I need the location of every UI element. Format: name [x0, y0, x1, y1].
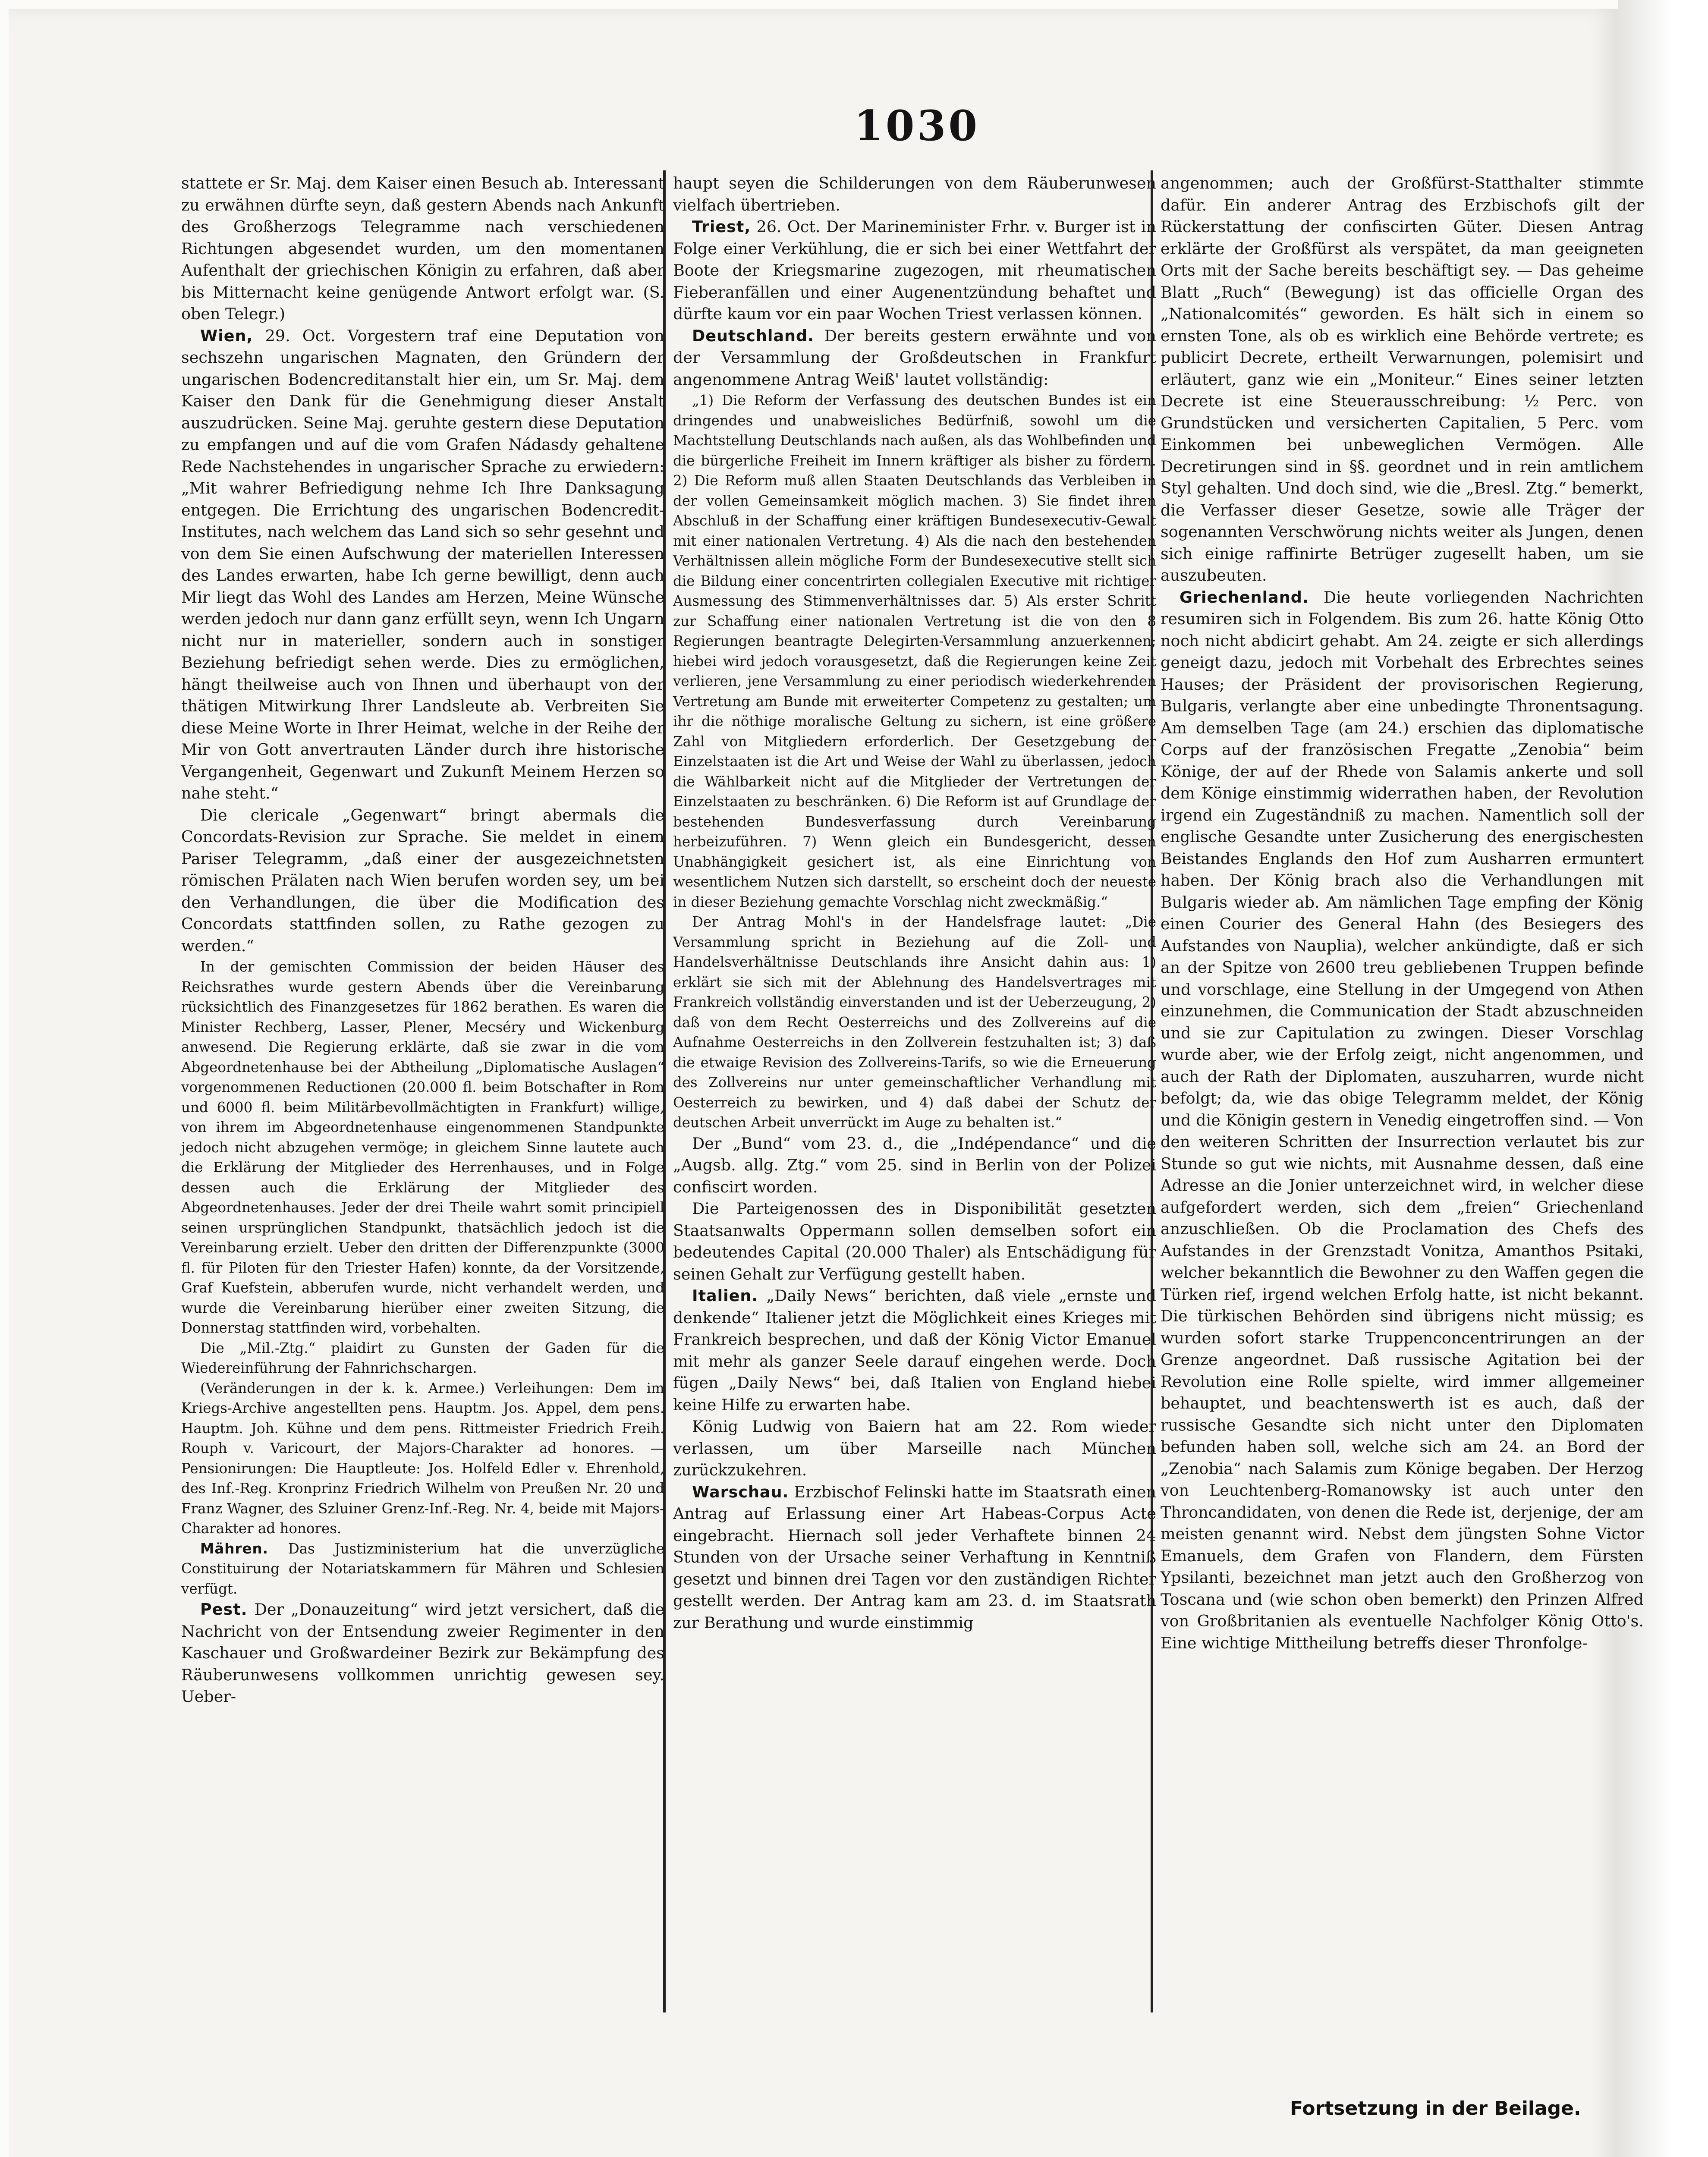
- section-heading: Deutschland.: [692, 326, 814, 345]
- paragraph: [673, 1285, 1156, 1416]
- paragraph: angenommen; auch der Großfürst-Statthalter stimmte dafür. Ein anderer Antrag des Erzbischofs gilt der Rückerstattung der confiscirten Güter. Diesen Antrag erklärte der Großfürst als verspätet, da man geeigneten Orts mit der Sache bereits beschäftigt sey. — Das geheime Blatt „Ruch“ (Bewegung) ist das officielle Organ des „Nationalcomités“ geworden. Es hält sich in einem so ernsten Tone, als ob es wirklich eine Behörde vertrete; es publicirt Decrete, ertheilt Verwarnungen, polemisirt und erläutert, ganz wie ein „Moniteur.“ Eines seiner letzten Decrete ist eine Steuerausschreibung: ½ Perc. von Grundstücken und versicherten Capitalien, 5 Perc. vom Einkommen bei unbeweglichen Vermögen. Alle Decretirungen sind in §§. geordnet und in rein amtlichem Styl gehalten. Und doch sind, wie die „Bresl. Ztg.“ bemerkt, die Verfasser dieser Gesetze, sowie alle Träger der sogenannten Verschwörung nichts weiter als Jungen, denen sich einige raffinirte Betrüger zugesellt haben, um sie auszubeuten.: [1161, 174, 1644, 585]
- paragraph: haupt seyen die Schilderungen von dem Räuberunwesen vielfach übertrieben.: [673, 174, 1156, 214]
- paragraph: Der Antrag Mohl's in der Handelsfrage lautet: „Die Versammlung spricht in Beziehung auf die Zoll- und Handelsverhältnisse Deutschlands ihre Ansicht dahin aus: 1) erklärt sie sich mit der Ablehnung des Handelsvertrages mit Frankreich vollständig einverstanden und ist der Ueberzeugung, 2) daß von dem Recht Oesterreichs und des Zollvereins auf die Aufnahme Oesterreichs in den Zollverein festzuhalten ist; 3) daß die etwaige Revision des Zollvereins-Tarifs, so wie die Erneuerung des Zollvereins nur unter gemeinschaftlicher Verhandlung mit Oesterreich zu bewirken, und 4) daß dabei der Schutz der deutschen Arbeit unverrückt im Auge zu behalten ist.“: [673, 914, 1156, 1131]
- paragraph: [673, 325, 1156, 391]
- column-3: [1161, 173, 1644, 1654]
- paragraph: Die „Mil.-Ztg.“ plaidirt zu Gunsten der Gaden für die Wiedereinführung der Fahnrichschargen.: [181, 1339, 664, 1376]
- paragraph: [673, 216, 1156, 325]
- paragraph: [181, 1539, 664, 1599]
- paragraph-text: „Daily News“ berichten, daß viele „ernste und denkende“ Italiener jetzt die Möglichkeit eines Krieges mit Frankreich besprechen, und daß der König Victor Emanuel mit mehr als ganzer Seele darauf eingehen werde. Doch fügen „Daily News“ bei, daß Italien von England hiebei keine Hilfe zu erwarten habe.: [673, 1286, 1156, 1414]
- continuation-note: Fortsetzung in der Beilage.: [1290, 2097, 1581, 2119]
- paragraph: Der „Bund“ vom 23. d., die „Indépendance“ und die „Augsb. allg. Ztg.“ vom 25. sind in Berlin von der Polizei confiscirt worden.: [673, 1134, 1156, 1196]
- paragraph-text: 29. Oct. Vorgestern traf eine Deputation von sechszehn ungarischen Magnaten, den Gründern der ungarischen Bodencreditanstalt hier ein, um Sr. Maj. dem Kaiser den Dank für die Genehmigung dieser Anstalt auszudrücken. Seine Maj. geruhte gestern diese Deputation zu empfangen und auf die vom Grafen Nádasdy gehaltene Rede Nachstehendes in ungarischer Sprache zu erwiedern: „Mit wahrer Befriedigung nehme Ich Ihre Danksagung entgegen. Die Errichtung des ungarischen Bodencredit-Institutes, nach welchem das Land sich so sehr gesehnt und von dem Sie einen Aufschwung der materiellen Interessen des Landes erwarten, habe Ich gerne bewilligt, denn auch Mir liegt das Wohl des Landes am Herzen, Meine Wünsche werden jedoch nur dann ganz erfüllt seyn, wenn Ich Ungarn nicht nur in materieller, sondern auch in sonstiger Beziehung befriedigt sehen werde. Dies zu ermöglichen, hängt theilweise auch von Ihnen und überhaupt von der thätigen Mitwirkung Ihrer Landsleute ab. Verbreiten Sie diese Meine Worte in Ihrer Heimat, welche in der Reihe der Mir von Gott anvertrauten Länder durch ihre historische Vergangenheit, Gegenwart und Zukunft Meinem Herzen so nahe steht.“: [181, 326, 664, 802]
- paragraph: Die clericale „Gegenwart“ bringt abermals die Concordats-Revision zur Sprache. Sie meldet in einem Pariser Telegramm, „daß einer der ausgezeichnetsten römischen Prälaten nach Wien berufen worden sey, um bei den Verhandlungen, die über die Modification des Concordats stattfinden sollen, zu Rathe gezogen zu werden.“: [181, 805, 664, 955]
- column-1: [181, 173, 664, 1708]
- paragraph: [181, 1599, 664, 1708]
- section-heading: Italien.: [692, 1286, 758, 1305]
- paragraph: In der gemischten Commission der beiden Häuser des Reichsrathes wurde gestern Abends über die Vereinbarung rücksichtlich des Finanzgesetzes für 1862 berathen. Es waren die Minister Rechberg, Lasser, Plener, Mecséry und Wickenburg anwesend. Die Regierung erklärte, daß sie zwar in die vom Abgeordnetenhause bei der Abtheilung „Diplomatische Auslagen“ vorgenommenen Reductionen (20.000 fl. beim Botschafter in Rom und 6000 fl. beim Militärbevollmächtigten in Frankfurt) willige, von ihrem im Abgeordnetenhause eingenommenen Standpunkte jedoch nicht abzugehen vermöge; in gleichem Sinne lautete auch die Erklärung der Mitglieder des Herrenhauses, und in Folge dessen auch die Erklärung der Mitglieder des Abgeordnetenhauses. Jeder der drei Theile wahrt somit principiell seinen ursprünglichen Standpunkt, thatsächlich jedoch ist die Vereinbarung erzielt. Ueber den dritten der Differenzpunkte (3000 fl. für Piloten für den Triester Hafen) konnte, da der Vorsitzende, Graf Kuefstein, abberufen wurde, nicht verhandelt werden, und wurde die Vereinbarung hierüber einer zweiten Sitzung, die Donnerstag stattfinden wird, vorbehalten.: [181, 959, 664, 1336]
- column-2: [673, 173, 1156, 1634]
- paragraph-text: Die heute vorliegenden Nachrichten resumiren sich in Folgendem. Bis zum 26. hatte König Otto noch nicht abdicirt gehabt. Am 24. zeigte er sich allerdings geneigt dazu, jedoch mit Vorbehalt des Erbrechtes seines Hauses; der Präsident der provisorischen Regierung, Bulgaris, verlangte aber eine unbedingte Thronentsagung. Am demselben Tage (am 24.) erschien das diplomatische Corps auf der französischen Fregatte „Zenobia“ beim Könige, der auf der Rhede von Salamis ankerte und soll dem Könige einstimmig widerrathen haben, der Revolution irgend ein Zugeständniß zu machen. Namentlich soll der englische Gesandte unter Zusicherung des energischesten Beistandes Englands den Hof zum Ausharren ermuntert haben. Der König brach also die Verhandlungen mit Bulgaris wieder ab. Am nämlichen Tage empfing der König einen Courier des General Hahn (des Besiegers des Aufstandes von Nauplia), welcher ankündigte, daß er sich an der Spitze von 2600 treu gebliebenen Truppen befinde und vorschlage, eine Stellung in der Umgegend von Athen einzunehmen, die Communication der Stadt abzuschneiden und sie zur Capitulation zu zwingen. Dieser Vorschlag wurde aber, wie der Erfolg zeigt, nicht angenommen, und auch der Rath der Diplomaten, auszuharren, wurde nicht befolgt; da, wie das obige Telegramm meldet, der König und die Königin gestern in Venedig eingetroffen sind. — Von den weiteren Schritten der Insurrection verlautet bis zur Stunde so gut wie nichts, mit Ausnahme dessen, daß eine Adresse an die Jonier unterzeichnet wird, in welcher diese aufgefordert werden, sich dem „freien“ Griechenland anzuschließen. Ob die Proclamation des Chefs des Aufstandes in der Grenzstadt Vonitza, Amanthos Psitaki, welcher bekanntlich die Bewohner zu den Waffen gegen die Türken rief, irgend welchen Erfolg hatte, ist nicht bekannt. Die türkischen Behörden sind übrigens nicht müssig; es wurden sofort starke Truppenconcentrirungen an der Grenze angeordnet. Daß russische Agitation bei der Revolution eine Rolle spielte, wird immer allgemeiner behauptet, und beachtenswerth ist es auch, daß der russische Gesandte sich nicht unter den Diplomaten befunden haben soll, welche sich am 24. an Bord der „Zenobia“ nach Salamis zum Könige begaben. Der Herzog von Leuchtenberg-Romanowsky ist auch unter den Throncandidaten, von denen die Rede ist, derjenige, der am meisten genannt wird. Nebst dem jüngsten Sohne Victor Emanuels, dem Grafen von Flandern, dem Fürsten Ypsilanti, bezeichnet man jetzt auch den Großherzog von Toscana und (wie schon oben bemerkt) den Prinzen Alfred von Großbritanien als eventuelle Nachfolger König Otto's. Eine wichtige Mittheilung betreffs dieser Thronfolge-: [1161, 588, 1644, 1652]
- paragraph: [181, 325, 664, 805]
- dateline: Mähren.: [200, 1540, 268, 1557]
- paragraph-text: Erzbischof Felinski hatte im Staatsrath einen Antrag auf Erlassung einer Art Habeas-Corpus Acte eingebracht. Hiernach soll jeder Verhaftete binnen 24 Stunden von der Ursache seiner Verhaftung in Kenntniß gesetzt und binnen drei Tagen vor den zuständigen Richter gestellt werden. Der Antrag kam am 23. d. im Staatsrath zur Berathung und wurde einstimmig: [673, 1482, 1156, 1632]
- paragraph-text: Der „Donauzeitung“ wird jetzt versichert, daß die Nachricht von der Entsendung zweier Regimenter in den Kaschauer und Großwardeiner Bezirk zur Bekämpfung des Räuberunwesens vollkommen unrichtig gewesen sey. Ueber-: [181, 1600, 664, 1706]
- paragraph-text: Der bereits gestern erwähnte und von der Versammlung der Großdeutschen in Frankfurt angenommene Antrag Weiß' lautet vollständig:: [673, 326, 1156, 389]
- dateline: Wien,: [200, 326, 253, 345]
- paragraph-text: 26. Oct. Der Marineminister Frhr. v. Burger ist in Folge einer Verkühlung, die er sich bei einer Wettfahrt der Boote der Kriegsmarine zugezogen, mit rheumatischen Fieberanfällen und einer Augenentzündung behaftet und dürfte kaum vor ein paar Wochen Triest verlassen können.: [673, 217, 1156, 323]
- dateline: Pest.: [200, 1600, 248, 1619]
- page-number: 1030: [854, 101, 980, 150]
- paragraph: [673, 1481, 1156, 1634]
- paragraph: „1) Die Reform der Verfassung des deutschen Bundes ist ein dringendes und unabweisliches Bedürfniß, sowohl um die Machtstellung Deutschlands nach außen, als das Wohlbefinden und die bürgerliche Freiheit im Innern kräftiger als bisher zu fördern. 2) Die Reform muß allen Staaten Deutschlands das Verbleiben in der vollen Gemeinsamkeit möglich machen. 3) Sie findet ihren Abschluß in der Schaffung einer kräftigen Bundesexecutiv-Gewalt mit einer nationalen Vertretung. 4) Als die nach den bestehenden Verhältnissen allein mögliche Form der Bundesexecutive stellt sich die Bildung einer concentrirten collegialen Executive mit richtiger Ausmessung des Stimmenverhältnisses dar. 5) Als erster Schritt zur Schaffung einer nationalen Vertretung ist die von den 8 Regierungen beantragte Delegirten-Versammlung anzuerkennen; hiebei wird jedoch vorausgesetzt, daß die Regierungen keine Zeit verlieren, jene Versammlung zu einer periodisch wiederkehrenden Vertretung am Bunde mit erweiterter Competenz zu gestalten; um ihr die nöthige moralische Geltung zu sichern, ist eine größere Zahl von Mitgliedern erforderlich. Der Gesetzgebung der Einzelstaaten ist die Art und Weise der Wahl zu überlassen, jedoch die Wählbarkeit nicht auf die Mitglieder der Vertretungen der Einzelstaaten zu beschränken. 6) Die Reform ist auf Grundlage der bestehenden Bundesverfassung durch Vereinbarung herbeizuführen. 7) Wenn gleich ein Bundesgericht, dessen Unabhängigkeit gesichert ist, als eine Einrichtung von wesentlichem Nutzen sich darstellt, so erscheint doch der neueste in dieser Beziehung gemachte Vorschlag nicht zweckmäßig.“: [673, 392, 1156, 910]
- paragraph: [1161, 587, 1644, 1654]
- paragraph: Die Parteigenossen des in Disponibilität gesetzten Staatsanwalts Oppermann sollen demselben sofort ein bedeutendes Capital (20.000 Thaler) als Entschädigung für seinen Gehalt zur Verfügung gestellt haben.: [673, 1199, 1156, 1283]
- paragraph: stattete er Sr. Maj. dem Kaiser einen Besuch ab. Interessant zu erwähnen dürfte seyn, daß gestern Abends nach Ankunft des Großherzogs Telegramme nach verschiedenen Richtungen abgesendet wurden, um den momentanen Aufenthalt der griechischen Königin zu erfahren, daß aber bis Mitternacht keine genügende Antwort erfolgt war. (S. oben Telegr.): [181, 174, 664, 323]
- dateline: Triest,: [692, 217, 751, 236]
- section-heading: Griechenland.: [1180, 588, 1309, 607]
- paragraph: (Veränderungen in der k. k. Armee.) Verleihungen: Dem im Kriegs-Archive angestellten pens. Hauptm. Jos. Appel, dem pens. Hauptm. Joh. Kühne und dem pens. Rittmeister Friedrich Freih. Rouph v. Varicourt, der Majors-Charakter ad honores. — Pensionirungen: Die Hauptleute: Jos. Holfeld Edler v. Ehrenhold, des Inf.-Reg. Kronprinz Friedrich Wilhelm von Preußen Nr. 20 und Franz Wagner, des Szluiner Grenz-Inf.-Reg. Nr. 4, beide mit Majors-Charakter ad honores.: [181, 1380, 664, 1537]
- dateline: Warschau.: [692, 1482, 789, 1501]
- paragraph: König Ludwig von Baiern hat am 22. Rom wieder verlassen, um über Marseille nach München zurückzukehren.: [673, 1417, 1156, 1479]
- paragraph-text: Das Justizministerium hat die unverzügliche Constituirung der Notariatskammern für Mähren und Schlesien verfügt.: [181, 1540, 664, 1597]
